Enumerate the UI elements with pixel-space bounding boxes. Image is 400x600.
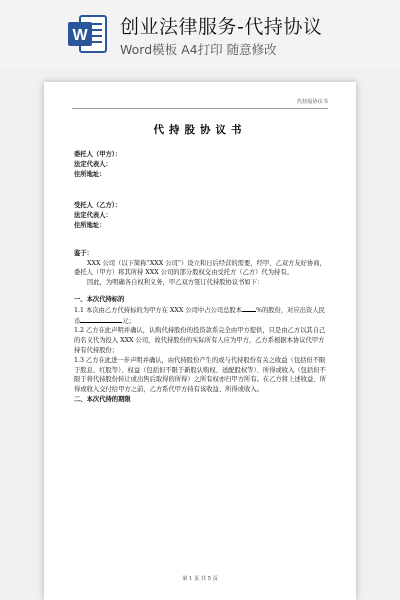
page-footer: 第 1 页 共 5 页 (182, 576, 218, 582)
preview-header (0, 0, 400, 70)
whereas-paragraph-2: 因此，为明确各自权利义务，甲乙双方签订代持股协议书如下： (87, 279, 264, 287)
template-subtitle: Word模板 A4打印 随意修改 (120, 42, 277, 57)
clause-1-2: 1.2 乙方在此声明并确认，认购代持股份的投资款系完全由甲方提供，只是由乙方以其自己的名义代为投入 XXX 公司，故代持股份的实际所有人应为甲方，乙方系根据本协议代甲方持有代持股份； (74, 327, 326, 354)
agent-rep: 法定代表人： (74, 212, 112, 220)
agent-label: 受托人（乙方）： (74, 202, 122, 210)
header-rule (72, 108, 328, 109)
whereas-paragraph-1: XXX 公司（以下简称“XXX 公司”）设立和日后经营的需要，经甲、乙双方友好协商，委托人（甲方）将其所持 XXX 公司的部分股权交由受托方（乙方）代为持有。 (74, 259, 326, 277)
clause-1-3: 1.3 乙方在此进一步声明并确认，由代持股份产生的或与代持股份有关之收益（包括但不限于股息、红股等）、权益（包括但不限于新股认购权、送配股权等）、所得或收入（包括但不限于将代持股份转让或出售后取得的所得）之所有权亦归甲方所有。在乙方将上述收益、所得或收入交付给甲方之前，乙方系代甲方持有该收益、所得或收入。 (74, 356, 326, 394)
document-page (44, 82, 356, 600)
agent-addr: 住所地址： (74, 221, 106, 229)
principal-label: 委托人（甲方）： (74, 151, 122, 158)
running-header: 代持股协议书 (296, 99, 328, 105)
blank-percent (242, 305, 256, 312)
template-title: 创业法律服务-代持协议 (120, 16, 323, 38)
word-doc-icon (66, 12, 110, 56)
section-2-title: 二、本次代持的期限 (74, 395, 131, 403)
whereas-label: 鉴于： (74, 249, 93, 257)
document-body (74, 150, 330, 405)
principal-rep: 法定代表人： (74, 160, 112, 168)
document-title: 代持股协议书 (153, 124, 247, 136)
section-1-title: 一、本次代持标的 (74, 295, 125, 303)
principal-addr: 住所地址： (74, 170, 106, 178)
blank-amount (80, 316, 122, 323)
svg-text:W: W (72, 27, 88, 44)
clause-1-1: 1.1 本次由乙方代持标的为甲方在 XXX 公司中占公司总股本 %的股份，对应出资人民币 元； (74, 306, 325, 325)
